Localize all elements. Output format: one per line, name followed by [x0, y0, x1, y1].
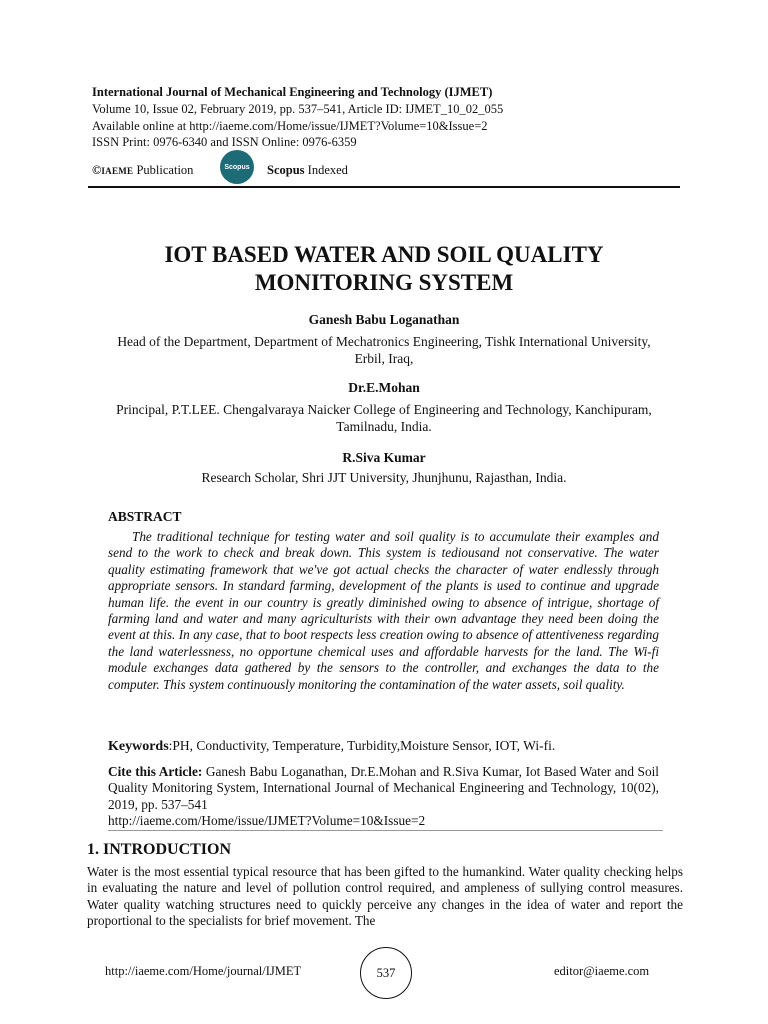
introduction-text: Water is the most essential typical resource that has been gifted to the humankind. Water quality checking helps in evaluating the nature and level of pollution control required, and ampleness of sullying control measures. Water quality watching structures need to quickly perceive any changes in the idea of water and report the proportional to the specialists for brief movement. The [87, 864, 683, 929]
issn-info: ISSN Print: 0976-6340 and ISSN Online: 0976-6359 [92, 135, 357, 149]
scopus-indexed [267, 163, 348, 178]
keywords-label: Keywords [108, 739, 169, 754]
keywords-list: :PH, Conductivity, Temperature, Turbidity,Moisture Sensor, IOT, Wi-fi. [168, 738, 556, 753]
author-name: R.Siva Kumar [342, 450, 426, 465]
page-number: 537 [360, 947, 412, 999]
keywords [108, 738, 668, 755]
section-heading-introduction: 1. INTRODUCTION [87, 841, 232, 858]
publication-word: Publication [133, 163, 194, 177]
header-divider [88, 186, 680, 188]
online-availability: Available online at http://iaeme.com/Home/issue/IJMET?Volume=10&Issue=2 [92, 119, 488, 133]
footer-url: http://iaeme.com/Home/journal/IJMET [105, 964, 302, 978]
citation [108, 764, 659, 829]
publisher-name: IAEME [101, 166, 134, 176]
citation-divider [108, 830, 663, 831]
scopus-word: Scopus [267, 163, 305, 177]
abstract-heading: ABSTRACT [108, 509, 182, 524]
abstract-text: The traditional technique for testing water and soil quality is to accumulate their examples and send to the work to check and break down. This system is tediousand not conservative. The water quality estimating framework that we've got actual checks the character of water endlessly through appropriate sensors. In standard farming, development of the plants is used to continue and upgrade human life. the event in our country is greatly diminished owing to absence of intrigue, shortage of farming land and water and many agriculturists with their own advantage they need been doing the event at this. In any case, that to boot respects less creation owing to absence of attentiveness regarding the land waterlessness, no opportune chemical uses and affordable harvests for the land. The Wi-fi module exchanges data gathered by the sensors to the controller, and exchanges the data to the computer. This system continuously monitoring the contamination of the water assets, soil quality. [108, 529, 659, 692]
footer-email: editor@iaeme.com [554, 964, 650, 978]
journal-name: International Journal of Mechanical Engineering and Technology (IJMET) [92, 85, 493, 99]
paper-title [84, 241, 684, 297]
citation-url: http://iaeme.com/Home/issue/IJMET?Volume=10&Issue=2 [108, 812, 426, 828]
paper-title-line-2: MONITORING SYSTEM [254, 270, 514, 295]
author-affiliation: Research Scholar, Shri JJT University, Jhunjhunu, Rajasthan, India. [201, 470, 567, 485]
indexed-word: Indexed [304, 163, 348, 177]
citation-label: Cite this Article: [108, 764, 203, 779]
author-name: Dr.E.Mohan [348, 380, 420, 395]
author-affiliation: Head of the Department, Department of Mechatronics Engineering, Tishk International University, Erbil, Iraq, [117, 334, 651, 366]
author-name: Ganesh Babu Loganathan [308, 312, 460, 327]
citation-text: Ganesh Babu Loganathan, Dr.E.Mohan and R.Siva Kumar, Iot Based Water and Soil Quality Monitoring System, International Journal of Mechanical Engineering and Technology, 10(02), 2019, pp. 537–541 [108, 764, 659, 812]
author-affiliation: Principal, P.T.LEE. Chengalvaraya Naicker College of Engineering and Technology, Kanchipuram, Tamilnadu, India. [116, 402, 652, 434]
scopus-logo-icon: Scopus [220, 150, 254, 184]
publisher-copyright [92, 163, 193, 178]
volume-info: Volume 10, Issue 02, February 2019, pp. 537–541, Article ID: IJMET_10_02_055 [92, 102, 504, 116]
paper-title-line-1: IOT BASED WATER AND SOIL QUALITY [164, 242, 604, 267]
copyright-symbol: © [92, 163, 102, 177]
publication-row [92, 160, 692, 184]
